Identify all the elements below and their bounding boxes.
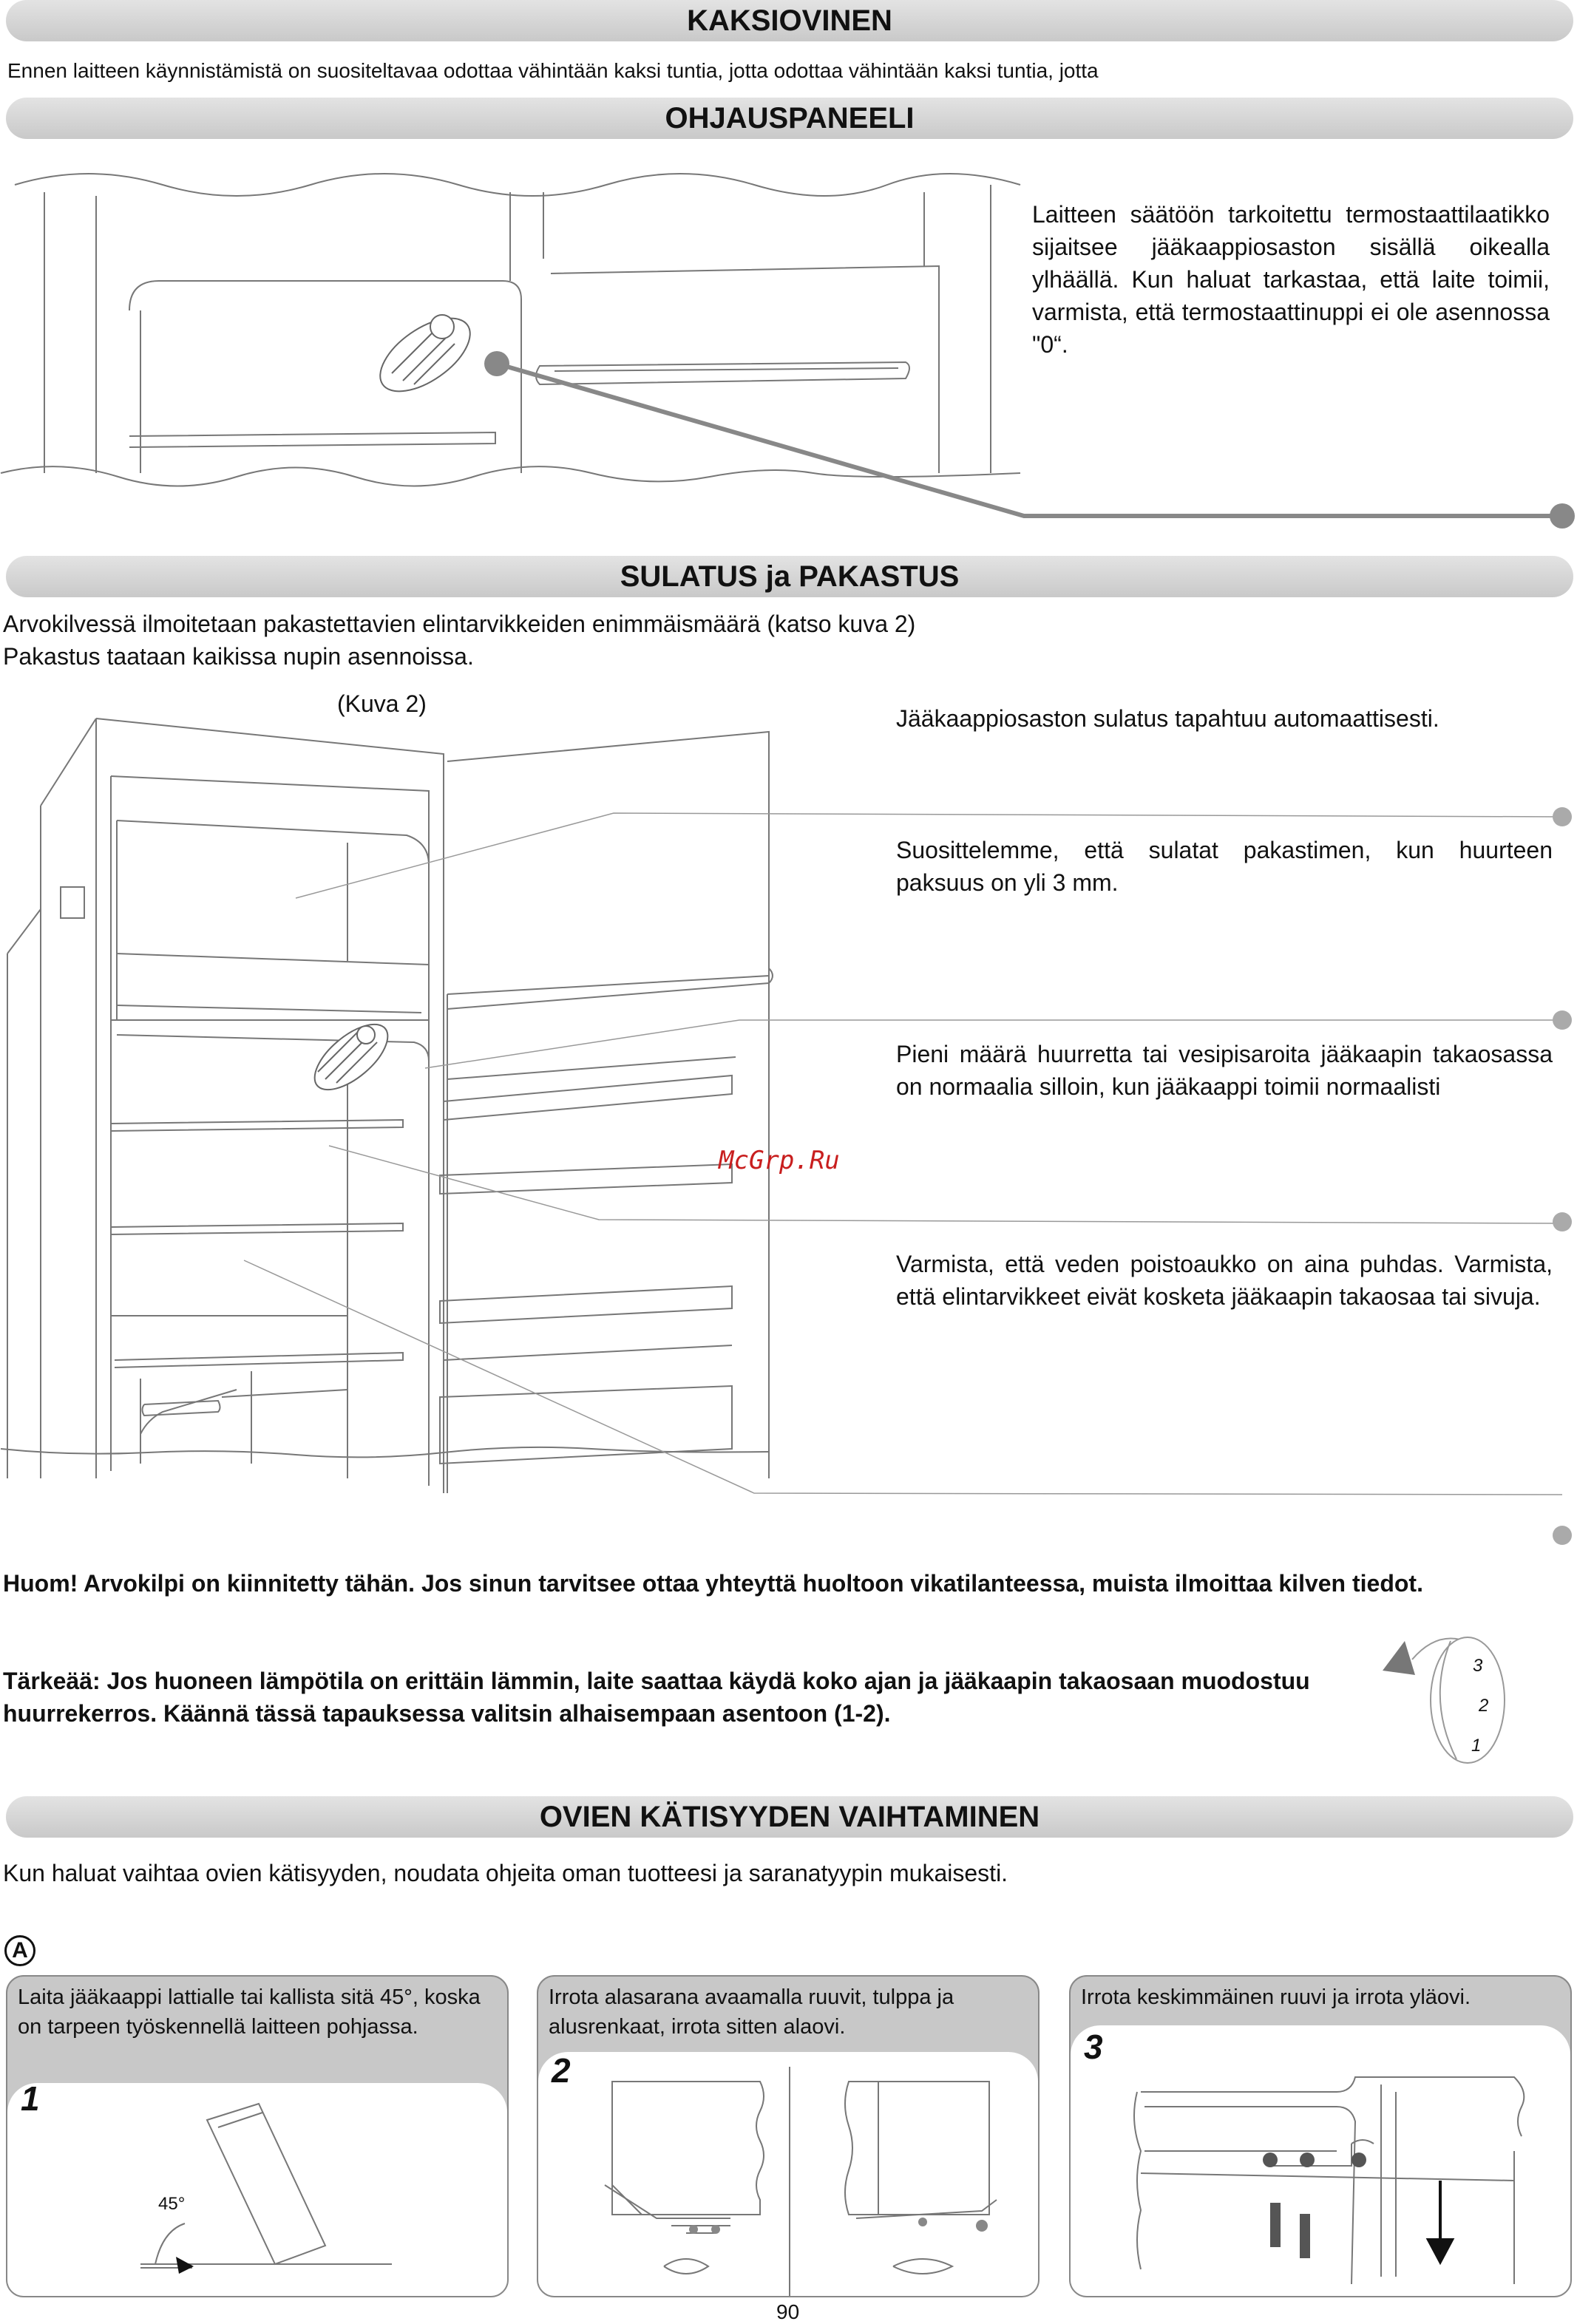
step-3-panel xyxy=(1069,1975,1572,2297)
defrost-line-2: Pakastus taataan kaikissa nupin asennoissa. xyxy=(3,643,474,670)
dial-label-2: 2 xyxy=(1479,1696,1489,1716)
section-header-ovien: OVIEN KÄTISYYDEN VAIHTAMINEN xyxy=(6,1796,1573,1838)
step-1-text: Laita jääkaappi lattialle tai kallista sitä 45°, koska on tarpeen työskennellä laitteen pohjassa. xyxy=(18,1985,481,2039)
step-1-figure-area xyxy=(7,2079,507,2296)
intro-text: Ennen laitteen käynnistämistä on suositeltavaa odottaa vähintään kaksi tuntia, jotta odottaa vähintään kaksi tuntia, jotta xyxy=(7,59,1099,82)
defrost-line-1: Arvokilvessä ilmoitetaan pakastettavien elintarvikkeiden enimmäismäärä (katso kuva 2) xyxy=(3,611,916,637)
step-1-number: 1 xyxy=(21,2079,40,2118)
page-number: 90 xyxy=(776,2300,800,2323)
section-header-kaksiovinen: KAKSIOVINEN xyxy=(6,0,1573,41)
step-2-number: 2 xyxy=(552,2051,571,2090)
step-2-figure-area xyxy=(538,2052,1038,2296)
defrost-note-2: Suosittelemme, että sulatat pakastimen, kun huurteen paksuus on yli 3 mm. xyxy=(896,837,1553,896)
section-header-sulatus: SULATUS ja PAKASTUS xyxy=(6,556,1573,597)
thermostat-dial-icon xyxy=(1383,1619,1501,1767)
dial-label-1: 1 xyxy=(1471,1736,1482,1756)
section-marker-a: A xyxy=(4,1935,35,1966)
control-panel-text: Laitteen säätöön tarkoitettu termostaattilaatikko sijaitsee jääkaappiosaston sisällä oikealla ylhäällä. Kun haluat tarkastaa, että laite toimii, varmista, että termostaattinuppi ei ole asennossa "0“. xyxy=(1032,201,1550,358)
lower-hinge-illustration xyxy=(538,2052,1040,2296)
step-2-panel xyxy=(537,1975,1040,2297)
warning-tarkeaa: Tärkeää: Jos huoneen lämpötila on erittäin lämmin, laite saattaa käydä koko ajan ja jääkaapin takaosaan muodostuu huurrekerros. Käännä tässä tapauksessa valitsin alhaisempaan asentoon (1-2). xyxy=(3,1668,1310,1727)
step-1-panel xyxy=(6,1975,509,2297)
step-1-angle-label: 45° xyxy=(158,2194,186,2214)
warning-huom: Huom! Arvokilpi on kiinnitetty tähän. Jos sinun tarvitsee ottaa yhteyttä huoltoon vikatilanteessa, muista ilmoittaa kilven tiedot. xyxy=(3,1570,1423,1597)
tilted-fridge-illustration xyxy=(7,2083,509,2297)
figure-caption-kuva-2: (Kuva 2) xyxy=(337,690,427,717)
step-2-text: Irrota alasarana avaamalla ruuvit, tulppa ja alusrenkaat, irrota sitten alaovi. xyxy=(549,1985,954,2039)
defrost-note-1: Jääkaappiosaston sulatus tapahtuu automaattisesti. xyxy=(896,705,1439,732)
defrost-note-4: Varmista, että veden poistoaukko on aina puhdas. Varmista, että elintarvikkeet eivät kosketa jääkaapin takaosaa tai sivuja. xyxy=(896,1251,1553,1310)
defrost-note-3: Pieni määrä huurretta tai vesipisaroita jääkaapin takaosassa on normaalia silloin, kun jääkaappi toimii normaalisti xyxy=(896,1041,1553,1100)
section-header-ohjauspaneeli: OHJAUSPANEELI xyxy=(6,98,1573,139)
step-3-number: 3 xyxy=(1084,2028,1103,2066)
dial-label-3: 3 xyxy=(1473,1656,1483,1676)
step-3-text: Irrota keskimmäinen ruuvi ja irrota yläovi. xyxy=(1081,1985,1471,2009)
middle-hinge-illustration xyxy=(1071,2025,1572,2297)
step-3-figure-area xyxy=(1071,2025,1570,2296)
doors-intro-text: Kun haluat vaihtaa ovien kätisyyden, noudata ohjeita oman tuotteesi ja saranatyypin mukaisesti. xyxy=(3,1860,1008,1886)
watermark-text: McGrp.Ru xyxy=(719,1146,840,1175)
